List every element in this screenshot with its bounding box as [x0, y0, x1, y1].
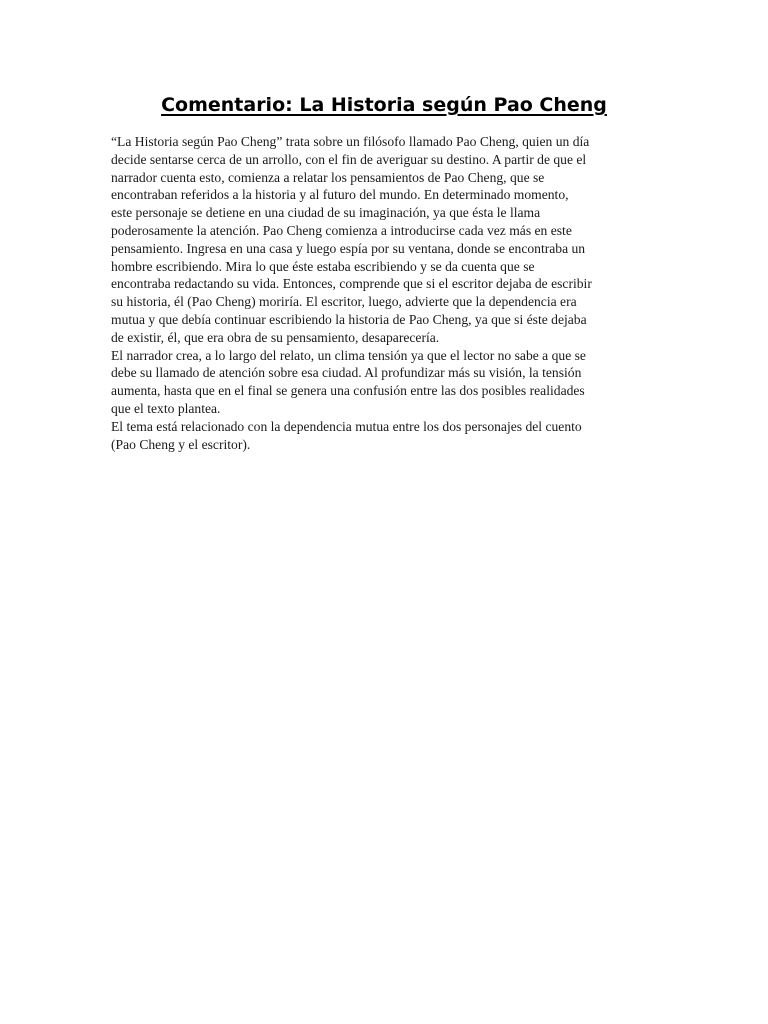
text-line: aumenta, hasta que en el final se genera una confusión entre las dos posibles realidades — [111, 383, 585, 399]
text-line: encontraba redactando su vida. Entonces, comprende que si el escritor dejaba de escribir — [111, 276, 592, 292]
text-line: decide sentarse cerca de un arrollo, con el fin de averiguar su destino. A partir de que el — [111, 151, 587, 167]
text-line: El tema está relacionado con la dependencia mutua entre los dos personajes del cuento — [111, 418, 582, 434]
text-line: su historia, él (Pao Cheng) moriría. El escritor, luego, advierte que la dependencia era — [111, 294, 577, 310]
text-line: que el texto plantea. — [111, 400, 221, 416]
text-line: mutua y que debía continuar escribiendo la historia de Pao Cheng, ya que si éste dejaba — [111, 311, 587, 327]
document-body — [111, 133, 671, 453]
text-line: “La Historia según Pao Cheng” trata sobre un filósofo llamado Pao Cheng, quien un día — [111, 134, 590, 149]
text-line: encontraban referidos a la historia y al futuro del mundo. En determinado momento, — [111, 187, 569, 203]
text-line: hombre escribiendo. Mira lo que éste estaba escribiendo y se da cuenta que se — [111, 258, 535, 274]
text-line: El narrador crea, a lo largo del relato, un clima tensión ya que el lector no sabe a que se — [111, 347, 586, 363]
text-line: debe su llamado de atención sobre esa ciudad. Al profundizar más su visión, la tensión — [111, 365, 582, 381]
text-line: pensamiento. Ingresa en una casa y luego espía por su ventana, donde se encontraba un — [111, 240, 586, 256]
document-title: Comentario: La Historia según Pao Cheng — [161, 94, 607, 116]
text-line: narrador cuenta esto, comienza a relatar los pensamientos de Pao Cheng, que se — [111, 169, 545, 185]
text-line: este personaje se detiene en una ciudad de su imaginación, ya que ésta le llama — [111, 205, 541, 221]
text-line: (Pao Cheng y el escritor). — [111, 436, 251, 452]
text-line: de existir, él, que era obra de su pensamiento, desaparecería. — [111, 329, 440, 345]
text-line: poderosamente la atención. Pao Cheng comienza a introducirse cada vez más en este — [111, 222, 572, 238]
